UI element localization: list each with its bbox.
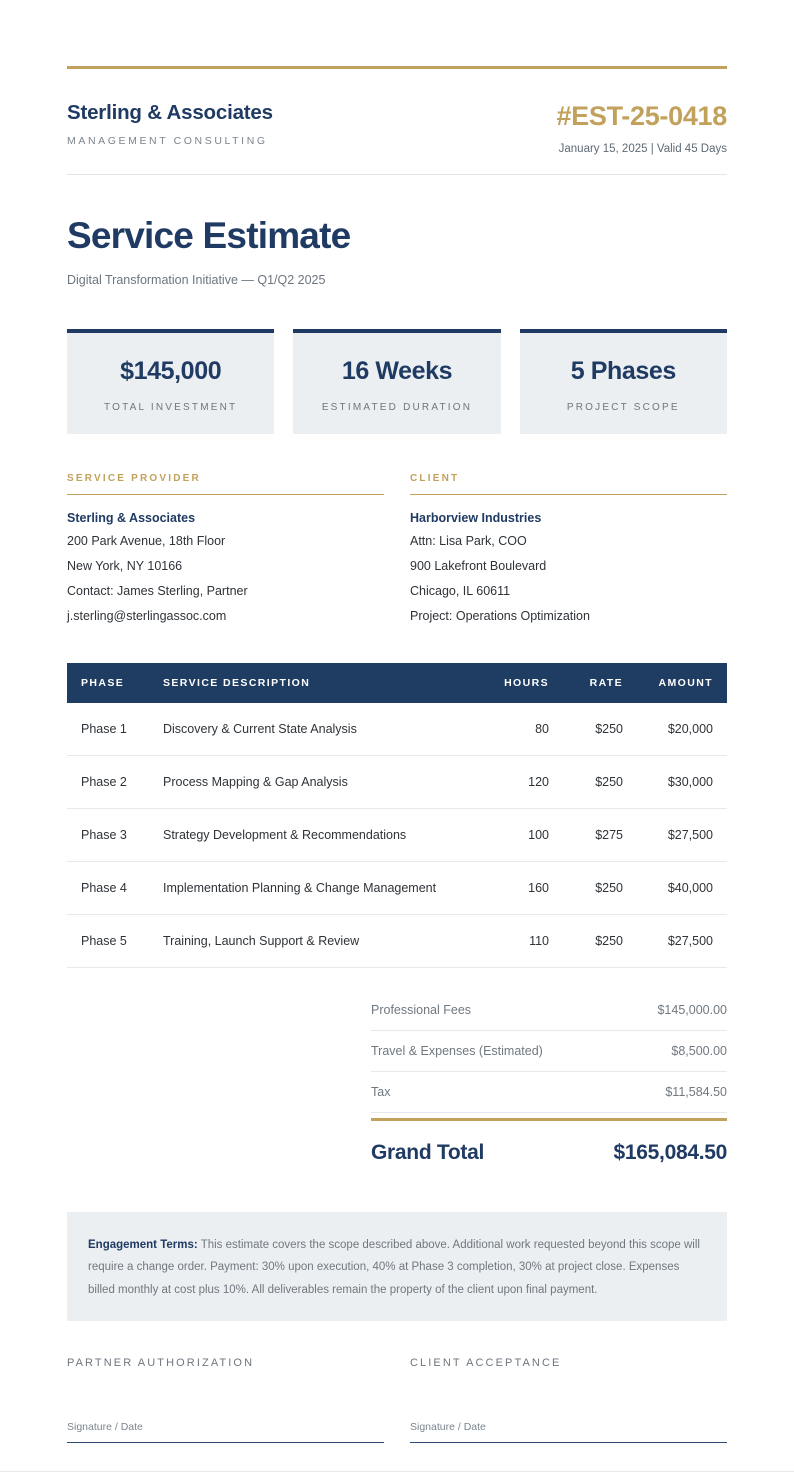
stat-card-project-scope	[520, 329, 727, 435]
total-row-travel-expenses	[371, 1031, 727, 1072]
cell-amount: $30,000	[623, 755, 727, 808]
client-acceptance-heading: CLIENT ACCEPTANCE	[410, 1357, 562, 1370]
cell-phase: Phase 2	[67, 755, 163, 808]
service-provider-heading: SERVICE PROVIDER	[67, 473, 384, 495]
brand-block	[67, 102, 273, 147]
client-name: Harborview Industries	[410, 511, 542, 526]
cell-hours: 100	[455, 808, 549, 861]
client-block	[410, 473, 727, 625]
totals-section	[67, 990, 727, 1165]
partner-signature-line[interactable]: Signature / Date	[67, 1421, 384, 1443]
cell-hours: 120	[455, 755, 549, 808]
grand-total-row	[371, 1121, 727, 1165]
services-table-body	[67, 703, 727, 968]
service-provider-address-line: 200 Park Avenue, 18th Floor	[67, 534, 226, 549]
total-amount: $145,000.00	[657, 1002, 727, 1017]
cell-description: Training, Launch Support & Review	[163, 914, 455, 967]
stat-value: 5 Phases	[570, 356, 676, 385]
cell-rate: $250	[549, 861, 623, 914]
cell-rate: $250	[549, 703, 623, 756]
client-attention-line: Attn: Lisa Park, COO	[410, 534, 527, 549]
cell-hours: 110	[455, 914, 549, 967]
cell-phase: Phase 5	[67, 914, 163, 967]
client-acceptance-block	[410, 1357, 727, 1443]
client-signature-line[interactable]: Signature / Date	[410, 1421, 727, 1443]
page-subtitle: Digital Transformation Initiative — Q1/Q2 2025	[67, 272, 326, 287]
services-table	[67, 663, 727, 968]
column-header-amount: AMOUNT	[623, 663, 727, 703]
grand-total-amount: $165,084.50	[613, 1140, 727, 1164]
cell-rate: $250	[549, 914, 623, 967]
engagement-terms-box	[67, 1212, 727, 1321]
estimate-number: #EST-25-0418	[556, 101, 727, 131]
cell-description: Process Mapping & Gap Analysis	[163, 755, 455, 808]
cell-rate: $275	[549, 808, 623, 861]
cell-phase: Phase 3	[67, 808, 163, 861]
parties-section	[67, 473, 727, 625]
total-label: Professional Fees	[371, 1002, 472, 1017]
service-provider-contact: Contact: James Sterling, Partner	[67, 584, 248, 599]
table-row	[67, 808, 727, 861]
stat-label: PROJECT SCOPE	[566, 402, 680, 414]
document-header	[67, 69, 727, 175]
cell-amount: $20,000	[623, 703, 727, 756]
stat-value: 16 Weeks	[341, 356, 453, 385]
client-project-line: Project: Operations Optimization	[410, 608, 590, 623]
estimate-date-validity: January 15, 2025 | Valid 45 Days	[558, 143, 727, 155]
table-row	[67, 755, 727, 808]
column-header-hours: HOURS	[455, 663, 549, 703]
stat-value: $145,000	[120, 356, 222, 385]
client-address-line: 900 Lakefront Boulevard	[410, 559, 547, 574]
engagement-terms-body: This estimate covers the scope described above. Additional work requested beyond this scope will require a change order. Payment: 30% upon execution, 40% at Phase 3 completion, 30% at project close. Expenses billed monthly at cost plus 10%. All deliverables remain the property of the client upon final payment.	[88, 1238, 700, 1296]
stat-card-total-investment	[67, 329, 274, 435]
service-provider-email: j.sterling@sterlingassoc.com	[67, 608, 227, 623]
grand-total-label: Grand Total	[371, 1140, 484, 1164]
partner-authorization-block	[67, 1357, 384, 1443]
signature-section	[67, 1357, 727, 1443]
engagement-terms-label: Engagement Terms:	[88, 1238, 198, 1251]
cell-phase: Phase 1	[67, 703, 163, 756]
total-row-tax	[371, 1072, 727, 1113]
stat-card-estimated-duration	[293, 329, 500, 435]
table-row	[67, 703, 727, 756]
partner-authorization-heading: PARTNER AUTHORIZATION	[67, 1357, 255, 1370]
client-address-line: Chicago, IL 60611	[410, 584, 511, 599]
total-row-professional-fees	[371, 990, 727, 1031]
cell-description: Implementation Planning & Change Management	[163, 861, 455, 914]
column-header-phase: PHASE	[67, 663, 163, 703]
cell-amount: $27,500	[623, 914, 727, 967]
cell-amount: $27,500	[623, 808, 727, 861]
summary-stats	[67, 329, 727, 435]
table-row	[67, 861, 727, 914]
title-block	[67, 175, 727, 287]
stat-label: TOTAL INVESTMENT	[103, 402, 238, 414]
column-header-description: SERVICE DESCRIPTION	[163, 663, 455, 703]
services-table-header	[67, 663, 727, 703]
page-title: Service Estimate	[67, 215, 351, 256]
cell-description: Strategy Development & Recommendations	[163, 808, 455, 861]
estimate-document	[0, 66, 794, 1472]
stat-label: ESTIMATED DURATION	[321, 402, 473, 414]
cell-hours: 160	[455, 861, 549, 914]
total-label: Travel & Expenses (Estimated)	[371, 1043, 543, 1058]
column-header-rate: RATE	[549, 663, 623, 703]
client-heading: CLIENT	[410, 473, 727, 495]
cell-amount: $40,000	[623, 861, 727, 914]
total-label: Tax	[371, 1084, 391, 1099]
company-name: Sterling & Associates	[67, 101, 273, 124]
service-provider-name: Sterling & Associates	[67, 511, 196, 526]
company-tagline: MANAGEMENT CONSULTING	[67, 134, 268, 147]
engagement-terms-paragraph	[88, 1234, 706, 1301]
totals-list	[371, 990, 727, 1165]
cell-description: Discovery & Current State Analysis	[163, 703, 455, 756]
cell-phase: Phase 4	[67, 861, 163, 914]
cell-hours: 80	[455, 703, 549, 756]
total-amount: $8,500.00	[671, 1043, 727, 1058]
total-amount: $11,584.50	[665, 1084, 727, 1099]
table-header-row	[67, 663, 727, 703]
service-provider-address-line: New York, NY 10166	[67, 559, 183, 574]
table-row	[67, 914, 727, 967]
estimate-identifier-block	[556, 102, 727, 155]
service-provider-block	[67, 473, 384, 625]
cell-rate: $250	[549, 755, 623, 808]
